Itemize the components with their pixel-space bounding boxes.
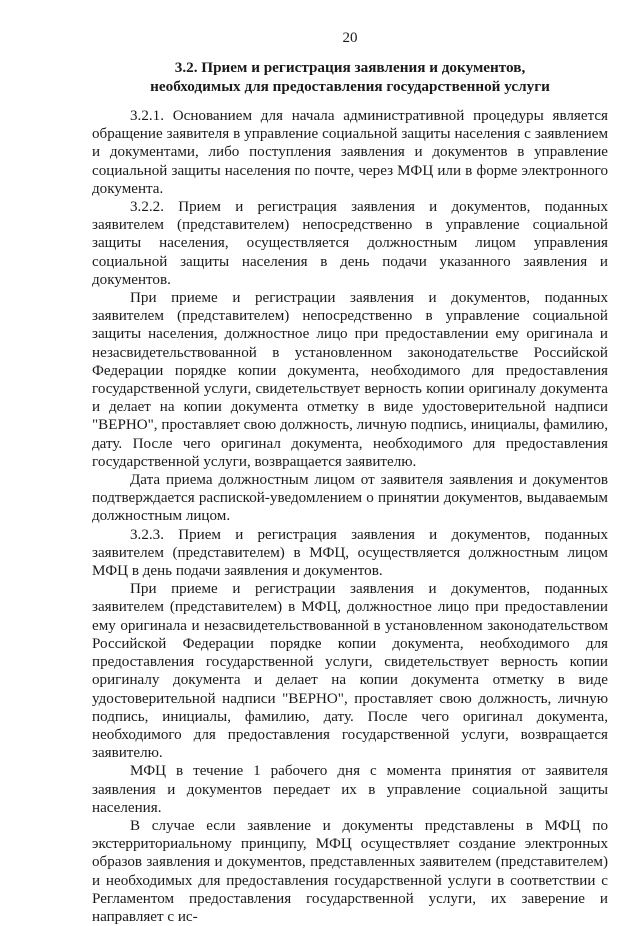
page-number: 20 bbox=[342, 30, 358, 46]
paragraph-reception-date: Дата приема должностным лицом от заявителя заявления и документов подтверждается распиской-уведомлением о принятии документов, выдаваемым должностным лицом. bbox=[92, 472, 608, 525]
section-heading-line-1: 3.2. Прием и регистрация заявления и документов, bbox=[174, 59, 526, 76]
body-text bbox=[92, 107, 608, 926]
paragraph-direct-reception: При приеме и регистрации заявления и документов, поданных заявителем (представителем) непосредственно в управление социальной защиты населения, должностное лицо при предоставлении ему оригинала и незасвидетельствованной в установленном законодательстве Российской Федерации порядке копии документа, необходимого для предоставления государственной услуги, свидетельствует верность копии оригиналу документа и делает на копии документа отметку в виде удостоверительной надписи "ВЕРНО", проставляет свою должность, личную подпись, инициалы, фамилию, дату. После чего оригинал документа, необходимого для предоставления государственной услуги, возвращается заявителю. bbox=[92, 290, 608, 470]
section-heading-line-2: необходимых для предоставления государственной услуги bbox=[150, 78, 550, 95]
paragraph-3-2-3: 3.2.3. Прием и регистрация заявления и документов, поданных заявителем (представителем) в МФЦ, осуществляется должностным лицом МФЦ в день подачи заявления и документов. bbox=[92, 526, 608, 580]
paragraph-3-2-2: 3.2.2. Прием и регистрация заявления и документов, поданных заявителем (представителем) непосредственно в управление социальной защиты населения, осуществляется должностным лицом управления социальной защиты населения в день подачи указанного заявления и документов. bbox=[92, 199, 608, 288]
paragraph-mfc-reception: При приеме и регистрации заявления и документов, поданных заявителем (представителем) в МФЦ, должностное лицо при предоставлении ему оригинала и незасвидетельствованной в установленном законодательством Российской Федерации порядке копии документа, необходимого для предоставления государственной услуги, свидетельствует верность копии оригиналу документа и делает на копии документа отметку в виде удостоверительной надписи "ВЕРНО", проставляет свою должность, личную подпись, инициалы, фамилию, дату. После чего оригинал документа, необходимого для предоставления государственной услуги, возвращается заявителю. bbox=[92, 581, 608, 762]
paragraph-extraterritorial: В случае если заявление и документы представлены в МФЦ по экстерриториальному принципу, МФЦ осуществляет создание электронных образов заявления и документов, представленных заявителем (представителем) и необходимых для предоставления государственной услуги в соответствии с Регламентом предоставления государственной услуги, их заверение и направляет с ис- bbox=[92, 817, 608, 925]
paragraph-mfc-transfer: МФЦ в течение 1 рабочего дня с момента принятия от заявителя заявления и документов передает их в управление социальной защиты населения. bbox=[92, 763, 608, 816]
paragraph-3-2-1: 3.2.1. Основанием для начала административной процедуры является обращение заявителя в управление социальной защиты населения с заявлением и документами, либо поступления заявления и документов в управление социальной защиты населения по почте, через МФЦ или в форме электронного документа. bbox=[92, 108, 608, 197]
section-heading bbox=[92, 58, 608, 96]
